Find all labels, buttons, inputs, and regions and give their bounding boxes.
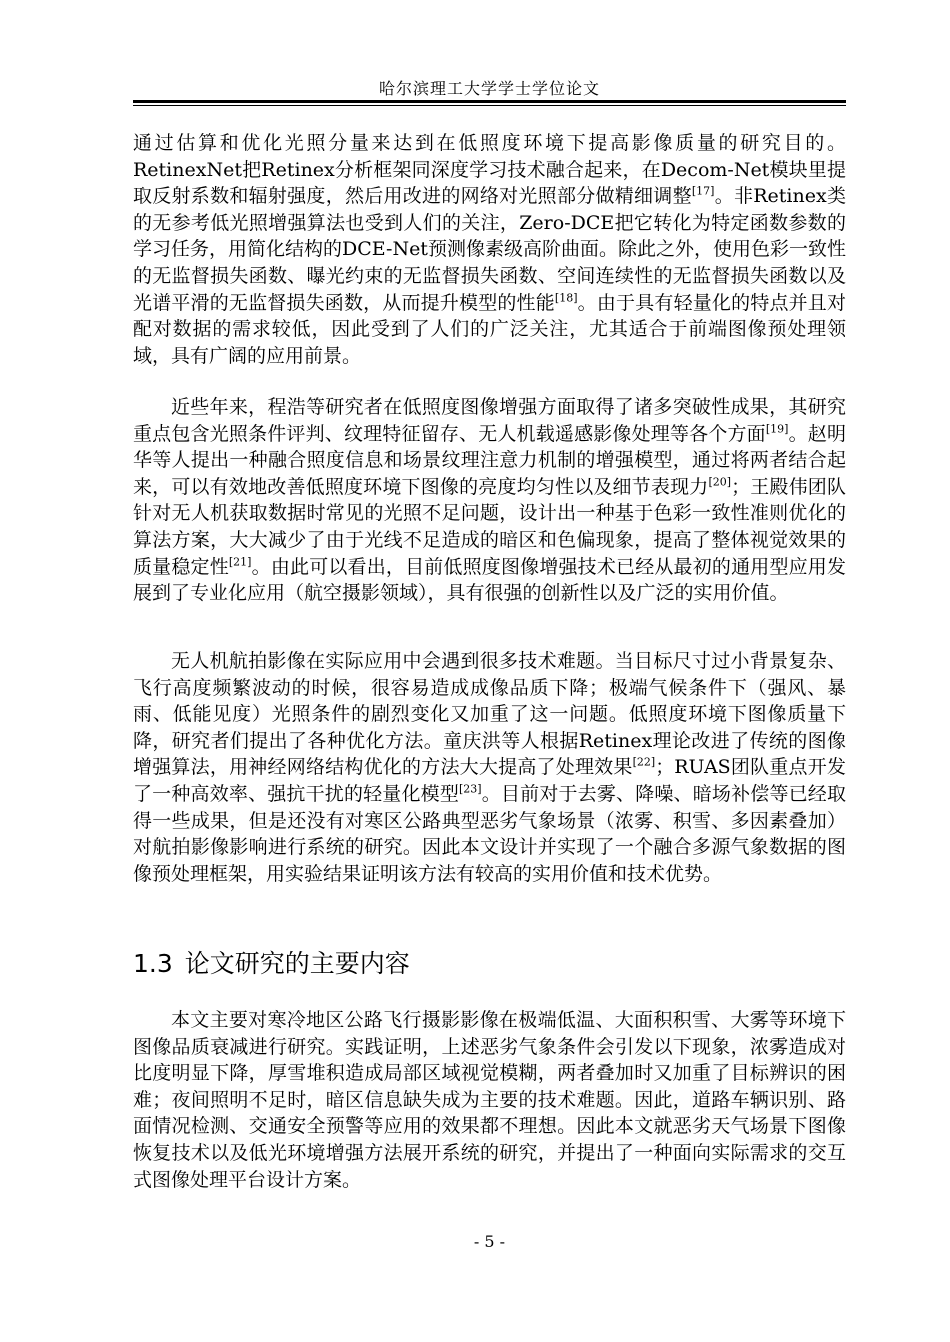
paragraph-2-text-b: 。赵明华等人提出一种融合照度信息和场景纹理注意力机制的增强模型，通过将两者结合起来，可以有效地改善低照度环境下图像的亮度均匀性以及细节表现力 — [133, 422, 846, 498]
citation-18: [18] — [554, 291, 578, 305]
citation-22: [22] — [632, 756, 656, 770]
section-title: 论文研究的主要内容 — [184, 949, 410, 978]
paragraph-3-text-a: 无人机航拍影像在实际应用中会遇到很多技术难题。当目标尺寸过小背景复杂、飞行高度频繁波动的时候，很容易造成成像品质下降；极端气候条件下（强风、暴雨、低能见度）光照条件的剧烈变化又加重了这一问题。低照度环境下图像质量下降，研究者们提出了各种优化方法。童庆洪等人根据Retinex理论改进了传统的图像增强算法，用神经网络结构优化的方法大大提高了处理效果 — [133, 650, 846, 779]
section-number: 1.3 — [133, 949, 173, 978]
paragraph-3-text-c: 。目前对于去雾、降噪、暗场补偿等已经取得一些成果，但是还没有对寒区公路典型恶劣气象场景（浓雾、积雪、多因素叠加）对航拍影像影响进行系统的研究。因此本文设计并实现了一个融合多源气象数据的图像预处理框架，用实验结果证明该方法有较高的实用价值和技术优势。 — [133, 782, 846, 885]
paragraph-2-text-d: 。由此可以看出，目前低照度图像增强技术已经从最初的通用型应用发展到了专业化应用（航空摄影领域），具有很强的创新性以及广泛的实用价值。 — [133, 555, 846, 605]
paragraph-2-text-a: 近些年来，程浩等研究者在低照度图像增强方面取得了诸多突破性成果，其研究重点包含光照条件评判、纹理特征留存、无人机载遥感影像处理等各个方面 — [133, 396, 846, 445]
header-rule-thin — [133, 105, 846, 106]
paragraph-2 — [133, 394, 846, 607]
paragraph-2-text-c: ；王殿伟团队针对无人机获取数据时常见的光照不足问题，设计出一种基于色彩一致性准则优化的算法方案，大大减少了由于光线不足造成的暗区和色偏现象，提高了整体视觉效果的质量稳定性 — [133, 475, 846, 578]
citation-19: [19] — [765, 422, 789, 436]
citation-17: [17] — [691, 184, 715, 198]
paragraph-1 — [133, 130, 846, 369]
citation-23: [23] — [459, 782, 482, 796]
paragraph-1-text-b: 。非Retinex类的无参考低光照增强算法也受到人们的关注，Zero-DCE把它转化为特定函数参数的学习任务，用简化结构的DCE-Net预测像素级高阶曲面。除此之外，使用色彩一致性的无监督损失函数、曝光约束的无监督损失函数、空间连续性的无监督损失函数以及光谱平滑的无监督损失函数，从而提升模型的性能 — [133, 185, 846, 314]
paragraph-1-text-c: 。由于具有轻量化的特点并且对配对数据的需求较低，因此受到了人们的广泛关注，尤其适合于前端图像预处理领域，具有广阔的应用前景。 — [133, 291, 846, 367]
paragraph-3 — [133, 648, 846, 887]
paragraph-4 — [133, 1007, 846, 1193]
header-rule-thick — [133, 100, 846, 103]
section-heading — [133, 944, 846, 980]
paragraph-4-text: 本文主要对寒冷地区公路飞行摄影影像在极端低温、大面积积雪、大雾等环境下图像品质衰减进行研究。实践证明，上述恶劣气象条件会引发以下现象，浓雾造成对比度明显下降，厚雪堆积造成局部区域视觉模糊，两者叠加时又加重了目标辨识的困难；夜间照明不足时，暗区信息缺失成为主要的技术难题。因此，道路车辆识别、路面情况检测、交通安全预警等应用的效果都不理想。因此本文就恶劣天气场景下图像恢复技术以及低光环境增强方法展开系统的研究，并提出了一种面向实际需求的交互式图像处理平台设计方案。 — [133, 1009, 846, 1191]
paragraph-1-text-a: 通过估算和优化光照分量来达到在低照度环境下提高影像质量的研究目的。RetinexNet把Retinex分析框架同深度学习技术融合起来，在Decom-Net模块里提取反射系数和辐射强度，然后用改进的网络对光照部分做精细调整 — [133, 132, 846, 208]
page-number: - 5 - — [473, 1232, 506, 1251]
running-header: 哈尔滨理工大学学士学位论文 — [378, 79, 600, 98]
citation-20: [20] — [708, 475, 732, 489]
paragraph-3-text-b: ；RUAS团队重点开发了一种高效率、强抗干扰的轻量化模型 — [133, 756, 846, 805]
citation-21: [21] — [228, 555, 252, 569]
